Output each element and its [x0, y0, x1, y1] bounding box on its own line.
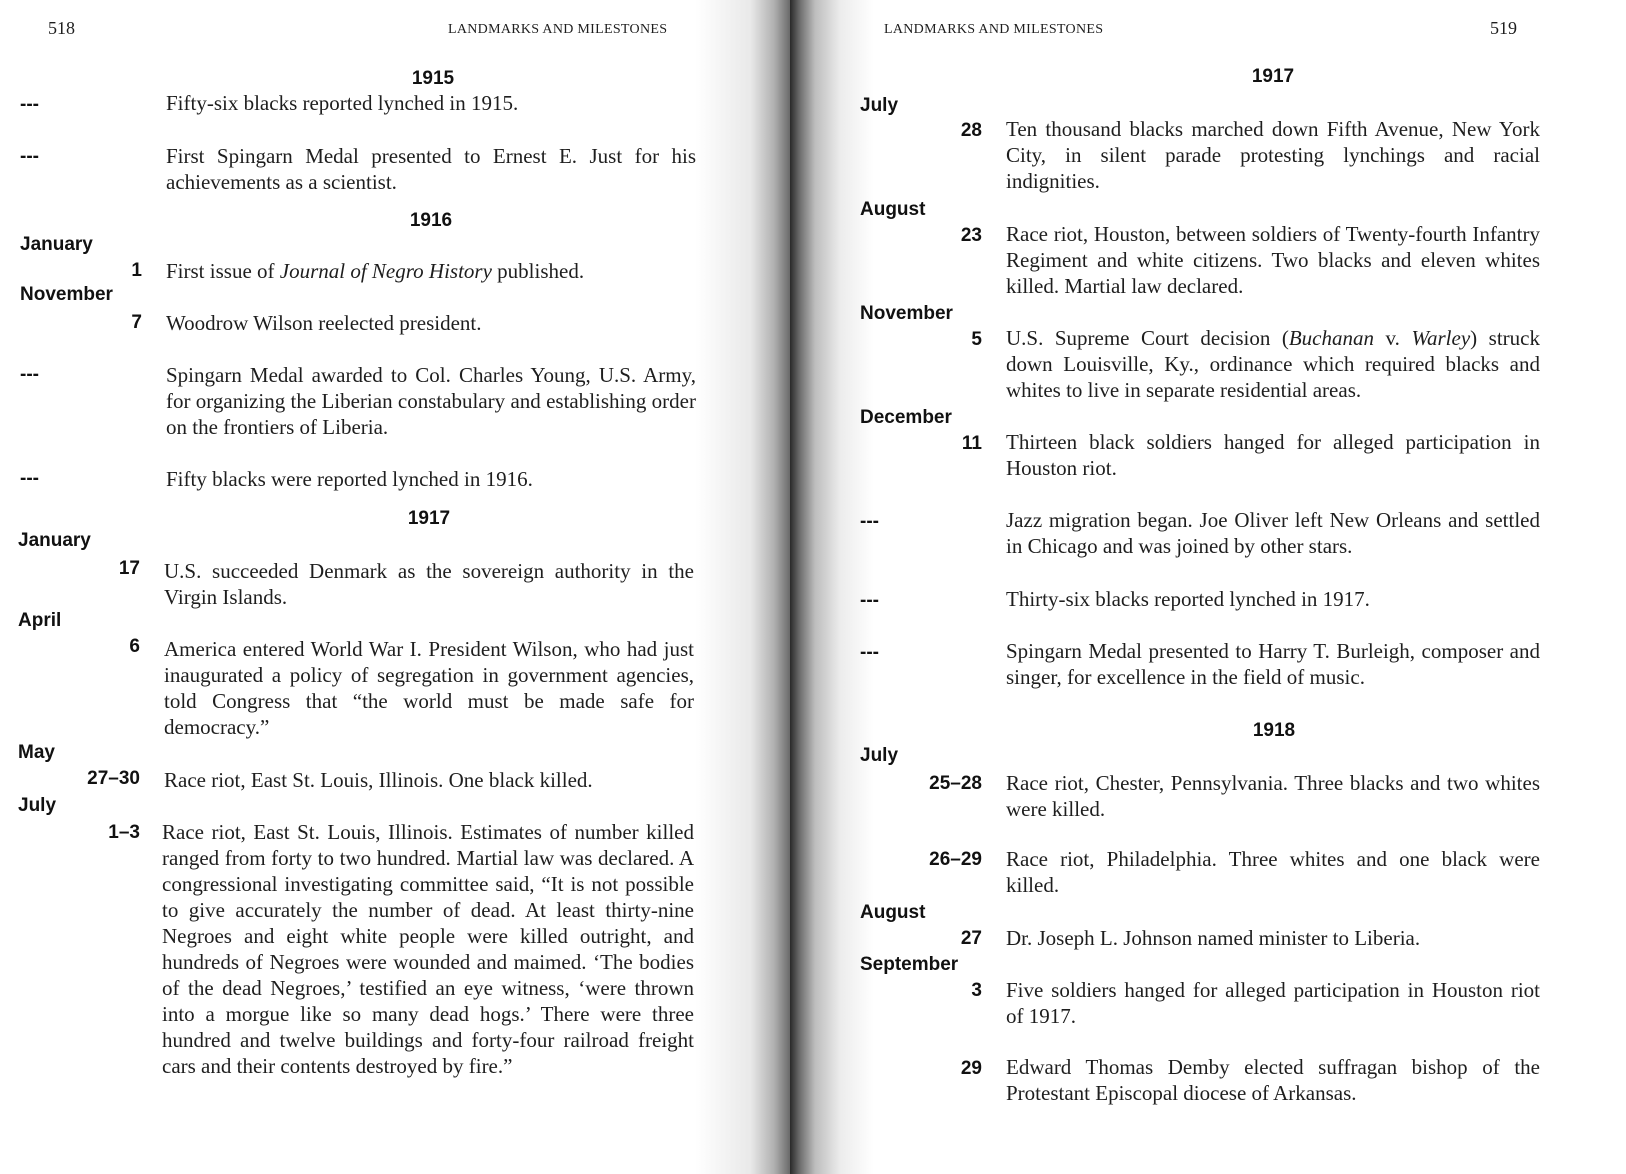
- entry-date: 11: [961, 433, 982, 454]
- month-label: November: [20, 284, 113, 305]
- entry-text: Jazz migration began. Joe Oliver left New Orleans and settled in Chicago and was joined by other stars.: [1006, 508, 1540, 558]
- entry-text: Spingarn Medal awarded to Col. Charles Young, U.S. Army, for organizing the Liberian constabulary and establishing order on the frontiers of Liberia.: [166, 363, 696, 439]
- right-page: [790, 0, 1626, 1174]
- entry-text: Race riot, East St. Louis, Illinois. One black killed.: [164, 768, 593, 792]
- entry-date: ---: [20, 94, 39, 115]
- entry-text: Woodrow Wilson reelected president.: [166, 311, 482, 335]
- entry-text: First issue of Journal of Negro History published.: [166, 259, 585, 283]
- entry-date: 23: [960, 225, 982, 246]
- year-heading-1915: 1915: [411, 68, 455, 89]
- running-head: LANDMARKS AND MILESTONES: [448, 22, 668, 37]
- month-label: May: [18, 742, 55, 763]
- entry-text: Edward Thomas Demby elected suffragan bishop of the Protestant Episcopal diocese of Arkansas.: [1006, 1055, 1540, 1105]
- entry-date: 6: [129, 636, 140, 657]
- month-label: August: [860, 199, 926, 220]
- entry-text: U.S. Supreme Court decision (Buchanan v. Warley) struck down Louisville, Ky., ordinance which required blacks and whites to live in separate residential areas.: [1006, 326, 1540, 402]
- entry-text: Spingarn Medal presented to Harry T. Burleigh, composer and singer, for excellence in the field of music.: [1006, 639, 1540, 689]
- month-label: December: [860, 407, 952, 428]
- entry-date: ---: [860, 642, 879, 663]
- entry-text: Race riot, Philadelphia. Three whites and one black were killed.: [1006, 847, 1540, 897]
- year-heading-1917: 1917: [407, 508, 451, 529]
- entry-date: 28: [960, 120, 982, 141]
- entry-text: First Spingarn Medal presented to Ernest E. Just for his achievements as a scientist.: [166, 144, 696, 194]
- month-label: April: [18, 610, 62, 631]
- entry-date: ---: [860, 590, 879, 611]
- entry-date: 7: [131, 312, 142, 333]
- month-label: January: [18, 530, 91, 551]
- entry-text: Race riot, East St. Louis, Illinois. Estimates of number killed ranged from forty to two hundred. Martial law was declared. A congressional investigating committee said, “It is not possible to give accurately the number of dead. At least thirty-nine Negroes and eight white people were killed outright, and hundreds of Negroes were wounded and maimed. ‘The bodies of the dead Negroes,’ testified an eye witness, ‘were thrown into a morgue like so many dead hogs.’ There were three hundred and twelve buildings and forty-four railroad freight cars and their contents destroyed by fire.”: [162, 820, 694, 1078]
- entry-date: ---: [20, 146, 39, 167]
- month-label: August: [860, 902, 926, 923]
- month-label: July: [860, 745, 899, 766]
- entry-text: Fifty-six blacks reported lynched in 1915.: [166, 91, 519, 115]
- entry-text: Race riot, Houston, between soldiers of Twenty-fourth Infantry Regiment and white citizens. Two blacks and eleven whites killed. Martial law declared.: [1006, 222, 1540, 298]
- month-label: September: [860, 954, 959, 975]
- entry-text: Five soldiers hanged for alleged participation in Houston riot of 1917.: [1006, 978, 1540, 1028]
- entry-text: Ten thousand blacks marched down Fifth Avenue, New York City, in silent parade protesting lynchings and racial indignities.: [1006, 117, 1540, 193]
- entry-text: Fifty blacks were reported lynched in 1916.: [166, 467, 533, 491]
- page-number: 519: [1490, 18, 1517, 38]
- entry-date: 25–28: [929, 773, 982, 794]
- entry-date: 27: [960, 928, 982, 949]
- month-label: November: [860, 303, 953, 324]
- year-heading-1916: 1916: [409, 210, 453, 231]
- running-head: LANDMARKS AND MILESTONES: [884, 22, 1104, 37]
- entry-text: America entered World War I. President Wilson, who had just inaugurated a policy of segregation in government agencies, told Congress that “the world must be made safe for democracy.”: [164, 637, 694, 739]
- entry-date: 1–3: [108, 822, 140, 843]
- entry-text: U.S. succeeded Denmark as the sovereign authority in the Virgin Islands.: [164, 559, 694, 609]
- left-page: [0, 0, 790, 1174]
- entry-date: 27–30: [87, 768, 140, 789]
- month-label: July: [18, 795, 57, 816]
- entry-date: ---: [860, 511, 879, 532]
- entry-date: 1: [131, 260, 142, 281]
- page-number: 518: [48, 18, 75, 38]
- entry-text: Thirteen black soldiers hanged for alleged participation in Houston riot.: [1006, 430, 1540, 480]
- year-heading-1918: 1918: [1252, 720, 1296, 741]
- entry-text: Dr. Joseph L. Johnson named minister to Liberia.: [1006, 926, 1421, 950]
- entry-date: ---: [20, 364, 39, 385]
- entry-date: 5: [971, 329, 982, 350]
- entry-date: 3: [971, 980, 982, 1001]
- month-label: January: [20, 234, 93, 255]
- entry-text: Race riot, Chester, Pennsylvania. Three blacks and two whites were killed.: [1006, 771, 1540, 821]
- month-label: July: [860, 95, 899, 116]
- entry-date: 17: [118, 558, 140, 579]
- entry-date: ---: [20, 468, 39, 489]
- entry-date: 29: [960, 1058, 982, 1079]
- entry-date: 26–29: [929, 849, 982, 870]
- year-heading-1917: 1917: [1251, 66, 1295, 87]
- entry-text: Thirty-six blacks reported lynched in 1917.: [1006, 587, 1370, 611]
